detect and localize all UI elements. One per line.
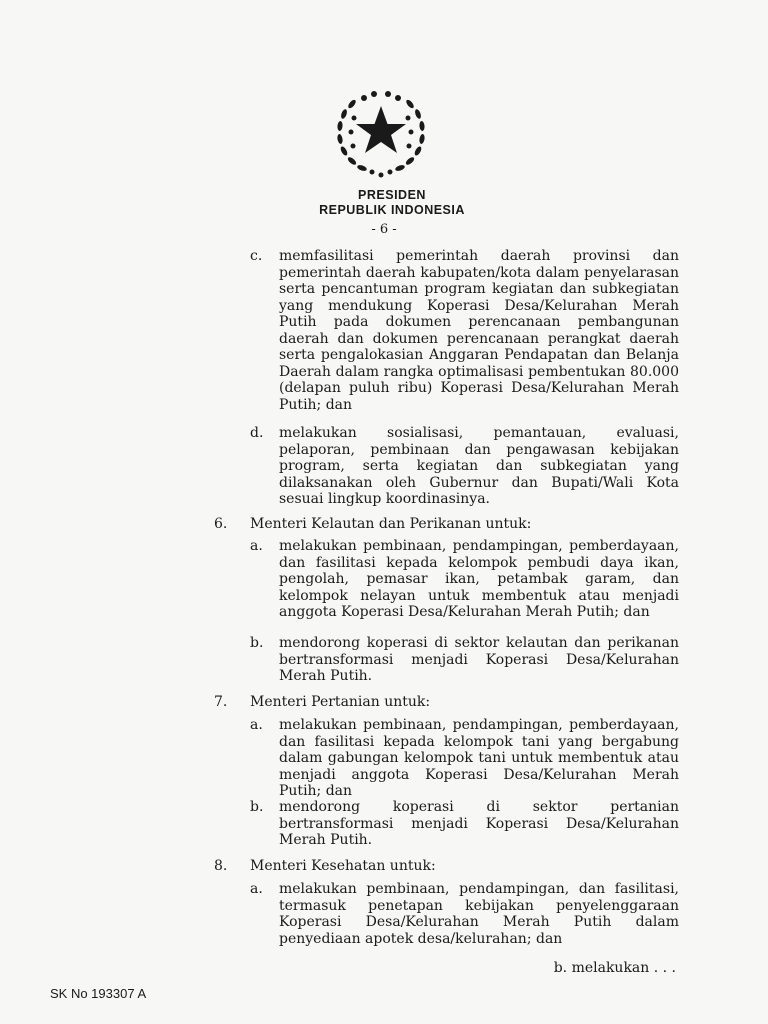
item-c-label: c. — [250, 248, 263, 264]
item-6b-text: mendorong koperasi di sektor kelautan dan perikanan bertransformasi menjadi Koperasi Desa/Kelurahan Merah Putih. — [279, 635, 679, 684]
page-number: - 6 - — [371, 222, 397, 237]
item-d-label: d. — [250, 425, 264, 441]
next-page-catchword: b. melakukan . . . — [553, 960, 676, 976]
item-7a-label: a. — [250, 717, 263, 733]
item-8-label: 8. — [214, 858, 228, 874]
item-8-text: Menteri Kesehatan untuk: — [250, 858, 436, 874]
sk-number: SK No 193307 A — [50, 986, 147, 1001]
item-7b-text: mendorong koperasi di sektor pertanian bertransformasi menjadi Koperasi Desa/Kelurahan Merah Putih. — [279, 799, 679, 848]
garuda-star-emblem-icon — [322, 84, 440, 184]
item-6b-label: b. — [250, 635, 264, 651]
header-title-president: PRESIDEN — [358, 188, 426, 202]
item-6a-text: melakukan pembinaan, pendampingan, pemberdayaan, dan fasilitasi kepada kelompok pembudi daya ikan, pengolah, pemasar ikan, petambak garam, dan kelompok nelayan untuk membentuk atau menjadi anggota Koperasi Desa/Kelurahan Merah Putih; dan — [279, 538, 679, 620]
item-6-text: Menteri Kelautan dan Perikanan untuk: — [250, 516, 532, 532]
item-7b-label: b. — [250, 799, 264, 815]
item-8a-text: melakukan pembinaan, pendampingan, dan fasilitasi, termasuk penetapan kebijakan penyelenggaraan Koperasi Desa/Kelurahan Merah Putih dalam penyediaan apotek desa/kelurahan; dan — [279, 881, 679, 947]
item-6a-label: a. — [250, 538, 263, 554]
item-6-label: 6. — [214, 516, 228, 532]
item-8a-label: a. — [250, 881, 263, 897]
item-7-label: 7. — [214, 694, 228, 710]
header-title-republic: REPUBLIK INDONESIA — [319, 203, 465, 217]
item-7a-text: melakukan pembinaan, pendampingan, pemberdayaan, dan fasilitasi kepada kelompok tani yang bergabung dalam gabungan kelompok tani untuk membentuk atau menjadi anggota Koperasi Desa/Kelurahan Merah Putih; dan — [279, 717, 679, 799]
item-7-text: Menteri Pertanian untuk: — [250, 694, 431, 710]
item-c-text: memfasilitasi pemerintah daerah provinsi dan pemerintah daerah kabupaten/kota dalam penyelarasan serta pencantuman program kegiatan dan subkegiatan yang mendukung Koperasi Desa/Kelurahan Merah Putih pada dokumen perencanaan pembangunan daerah dan dokumen perencanaan perangkat daerah serta pengalokasian Anggaran Pendapatan dan Belanja Daerah dalam rangka optimalisasi pembentukan 80.000 (delapan puluh ribu) Koperasi Desa/Kelurahan Merah Putih; dan — [279, 248, 679, 413]
item-d-text: melakukan sosialisasi, pemantauan, evaluasi, pelaporan, pembinaan dan pengawasan kebijakan program, serta kegiatan dan subkegiatan yang dilaksanakan oleh Gubernur dan Bupati/Wali Kota sesuai lingkup koordinasinya. — [279, 425, 679, 507]
